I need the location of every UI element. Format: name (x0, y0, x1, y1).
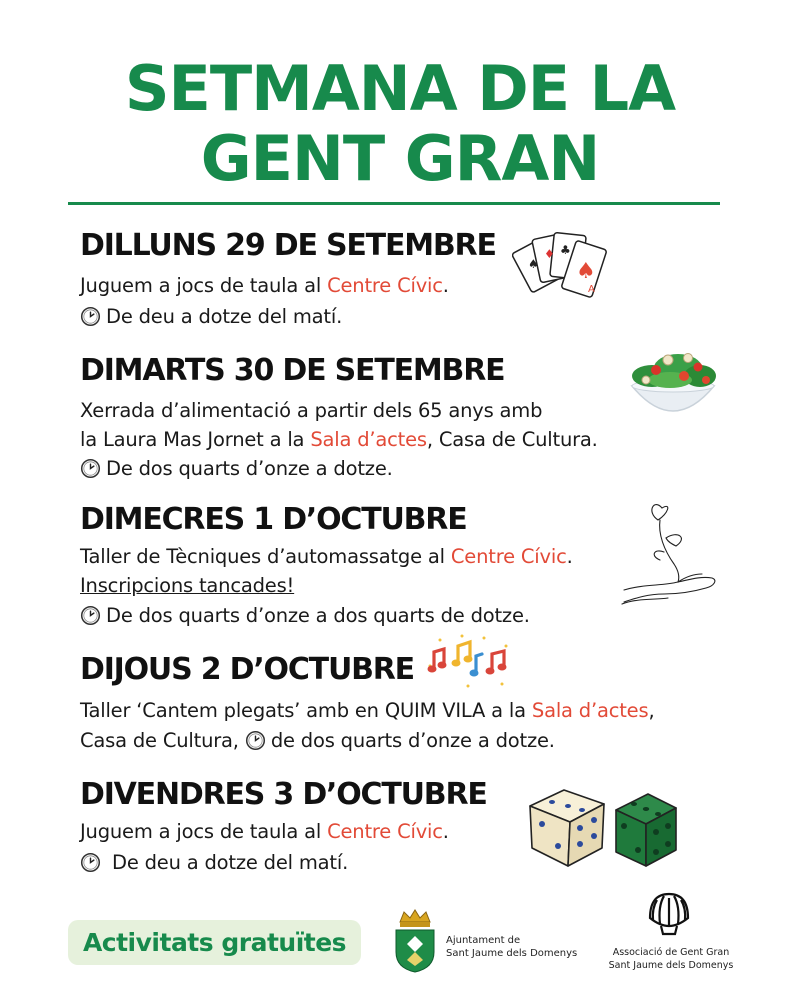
title-line-2: GENT GRAN (200, 122, 600, 195)
svg-text:♠: ♠ (528, 257, 539, 271)
event-1-day: DILLUNS 29 DE SETEMBRE (80, 228, 496, 263)
hand-flower-icon (618, 494, 722, 614)
music-notes-icon (422, 632, 518, 694)
svg-text:A: A (588, 284, 595, 295)
event-2-description-line-1: Xerrada d’alimentació a partir dels 65 anys amb (80, 399, 543, 422)
event-5-time: De deu a dotze del matí. (80, 850, 348, 876)
event-1-time: De deu a dotze del matí. (80, 304, 342, 330)
title-divider (68, 202, 720, 205)
event-1-place: Centre Cívic (327, 274, 443, 297)
event-5-description: Juguem a jocs de taula al Centre Cívic. (80, 820, 449, 843)
event-3-day: DIMECRES 1 D’OCTUBRE (80, 502, 467, 537)
event-3-time: De dos quarts d’onze a dos quarts de dotze. (80, 603, 530, 629)
event-2-day: DIMARTS 30 DE SETEMBRE (80, 353, 505, 388)
town-hall-name: Ajuntament de Sant Jaume dels Domenys (446, 935, 578, 959)
association-name: Associació de Gent Gran Sant Jaume dels Domenys (608, 947, 734, 971)
event-4-description: Taller ‘Cantem plegats’ amb en QUIM VILA a la Sala d’actes, (80, 699, 655, 722)
event-2-description-line-2: la Laura Mas Jornet a la Sala d’actes, Casa de Cultura. (80, 428, 598, 451)
title-line-1: SETMANA DE LA (124, 52, 676, 125)
svg-text:♠: ♠ (576, 259, 596, 284)
clock-icon (80, 306, 101, 327)
scallop-shell-logo (646, 890, 692, 940)
event-4-time: Casa de Cultura, de dos quarts d’onze a dotze. (80, 729, 555, 752)
clock-icon (245, 730, 266, 751)
event-1-description: Juguem a jocs de taula al Centre Cívic. (80, 274, 449, 297)
salad-bowl-icon (622, 340, 724, 422)
event-2-place: Sala d’actes (310, 428, 427, 451)
free-activities-badge: Activitats gratuïtes (68, 920, 361, 965)
event-5-place: Centre Cívic (327, 820, 443, 843)
event-2-time: De dos quarts d’onze a dotze. (80, 456, 393, 482)
clock-icon (80, 852, 101, 873)
playing-cards-icon (512, 230, 612, 306)
clock-icon (80, 458, 101, 479)
poster-title (0, 52, 800, 195)
dice-icon (524, 782, 684, 870)
event-4-day: DIJOUS 2 D’OCTUBRE (80, 652, 414, 687)
event-5-day: DIVENDRES 3 D’OCTUBRE (80, 777, 487, 812)
event-3-description: Taller de Tècniques d’automassatge al Centre Cívic. (80, 545, 573, 568)
event-3-place: Centre Cívic (450, 545, 567, 568)
event-3-note: Inscripcions tancades! (80, 574, 295, 597)
svg-text:♣: ♣ (560, 243, 571, 257)
town-hall-shield-logo (392, 908, 438, 974)
svg-text:♦: ♦ (544, 247, 555, 261)
event-4-place: Sala d’actes (531, 699, 649, 722)
clock-icon (80, 605, 101, 626)
